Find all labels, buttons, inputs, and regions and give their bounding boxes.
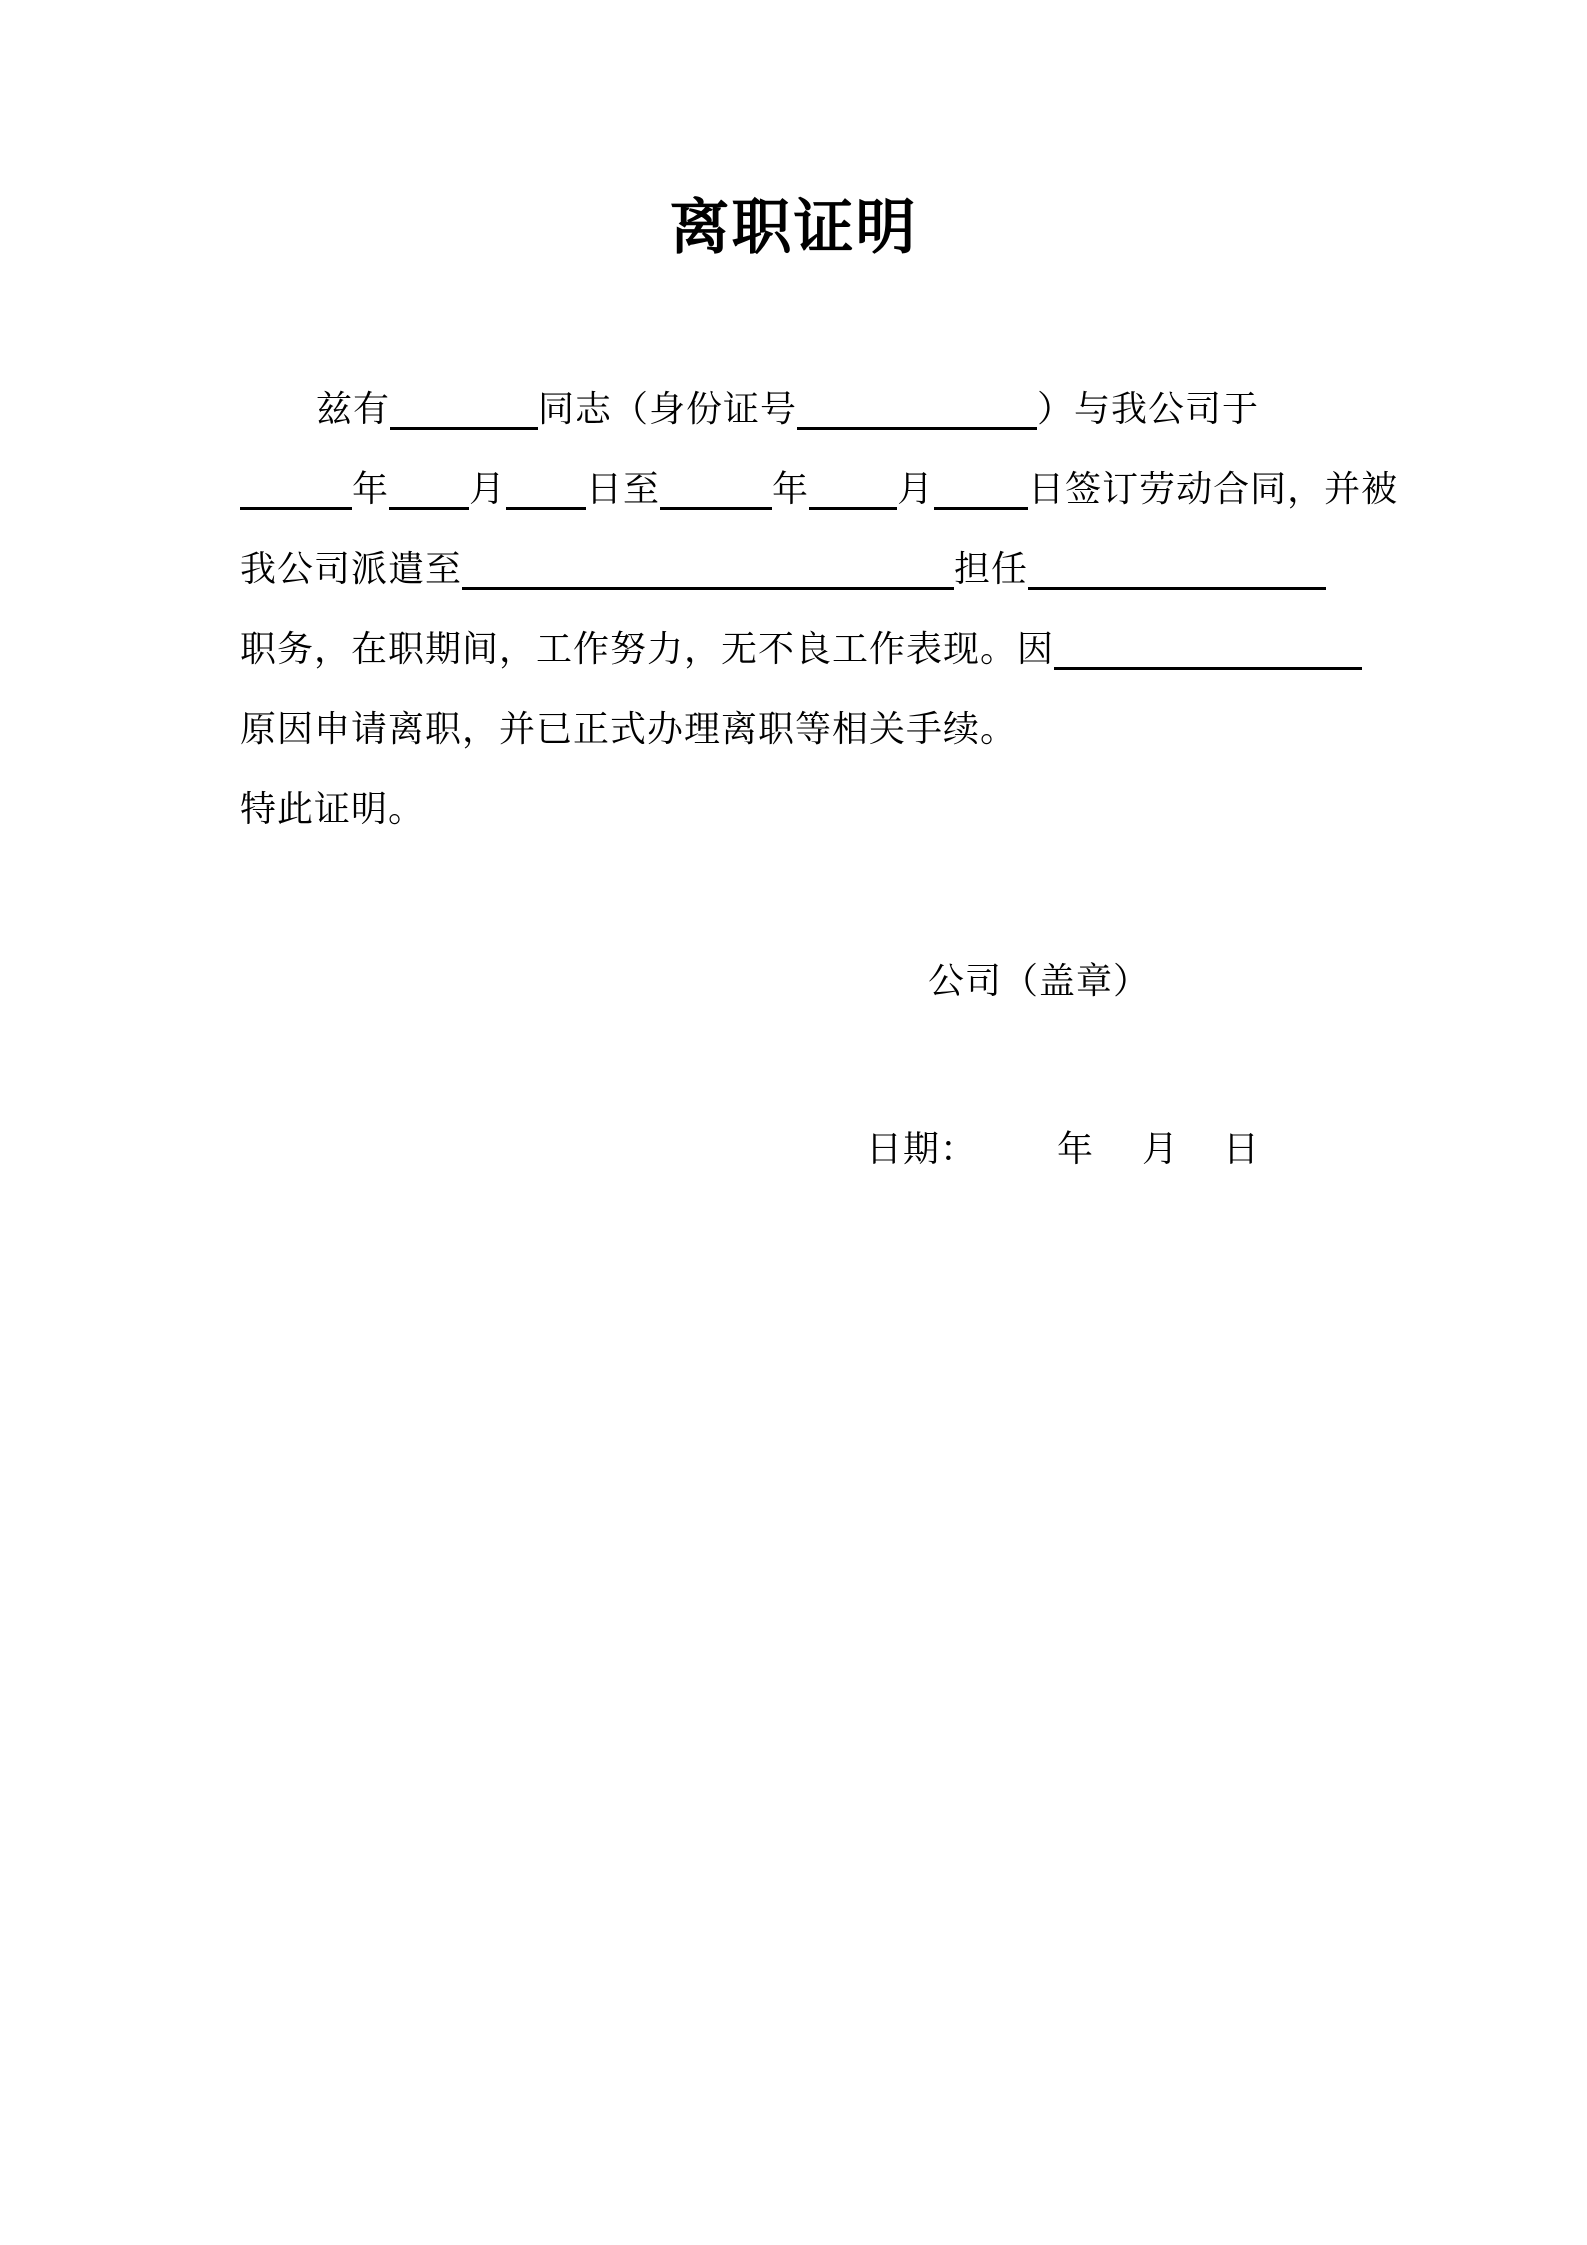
end-year-blank [660, 507, 772, 510]
start-day-to-label: 日至 [586, 469, 661, 509]
company-seal-label: 公司（盖章） [928, 961, 1151, 1001]
end-year-label: 年 [772, 469, 810, 509]
body-line-2 [240, 466, 1399, 512]
start-year-label: 年 [352, 469, 390, 509]
body-line-5 [240, 706, 1355, 752]
employee-name-blank [390, 427, 538, 430]
resignation-reason-blank [1054, 667, 1362, 670]
position-blank [1028, 587, 1326, 590]
body-line-1 [240, 386, 1355, 432]
intro-text: 兹有 [316, 389, 391, 429]
body-line-3 [240, 546, 1355, 592]
date-line [866, 1126, 1260, 1172]
start-year-blank [240, 507, 352, 510]
position-label: 担任 [954, 549, 1029, 589]
end-month-label: 月 [897, 469, 935, 509]
comrade-id-label: 同志（身份证号 [538, 389, 798, 429]
date-label: 日期： [866, 1129, 978, 1169]
document-title: 离职证明 [669, 194, 918, 261]
start-day-blank [506, 507, 586, 510]
procedure-text: 原因申请离职，并已正式办理离职等相关手续。 [240, 709, 1018, 749]
dispatch-company-blank [462, 587, 954, 590]
dispatch-text: 我公司派遣至 [240, 549, 463, 589]
date-day-label: 日 [1223, 1129, 1261, 1169]
date-month-label: 月 [1142, 1129, 1180, 1169]
certify-text: 特此证明。 [240, 789, 426, 829]
performance-text: 职务，在职期间，工作努力，无不良工作表现。因 [240, 629, 1055, 669]
company-seal-line [928, 958, 1150, 1004]
start-month-label: 月 [469, 469, 507, 509]
contract-text: 日签订劳动合同，并被 [1028, 469, 1399, 509]
body-line-6 [240, 786, 1355, 832]
end-month-blank [809, 507, 897, 510]
date-year-label: 年 [1057, 1129, 1095, 1169]
body-line-4 [240, 626, 1355, 672]
id-number-blank [797, 427, 1037, 430]
end-day-blank [934, 507, 1028, 510]
start-month-blank [389, 507, 469, 510]
company-relation-text: ）与我公司于 [1037, 389, 1260, 429]
